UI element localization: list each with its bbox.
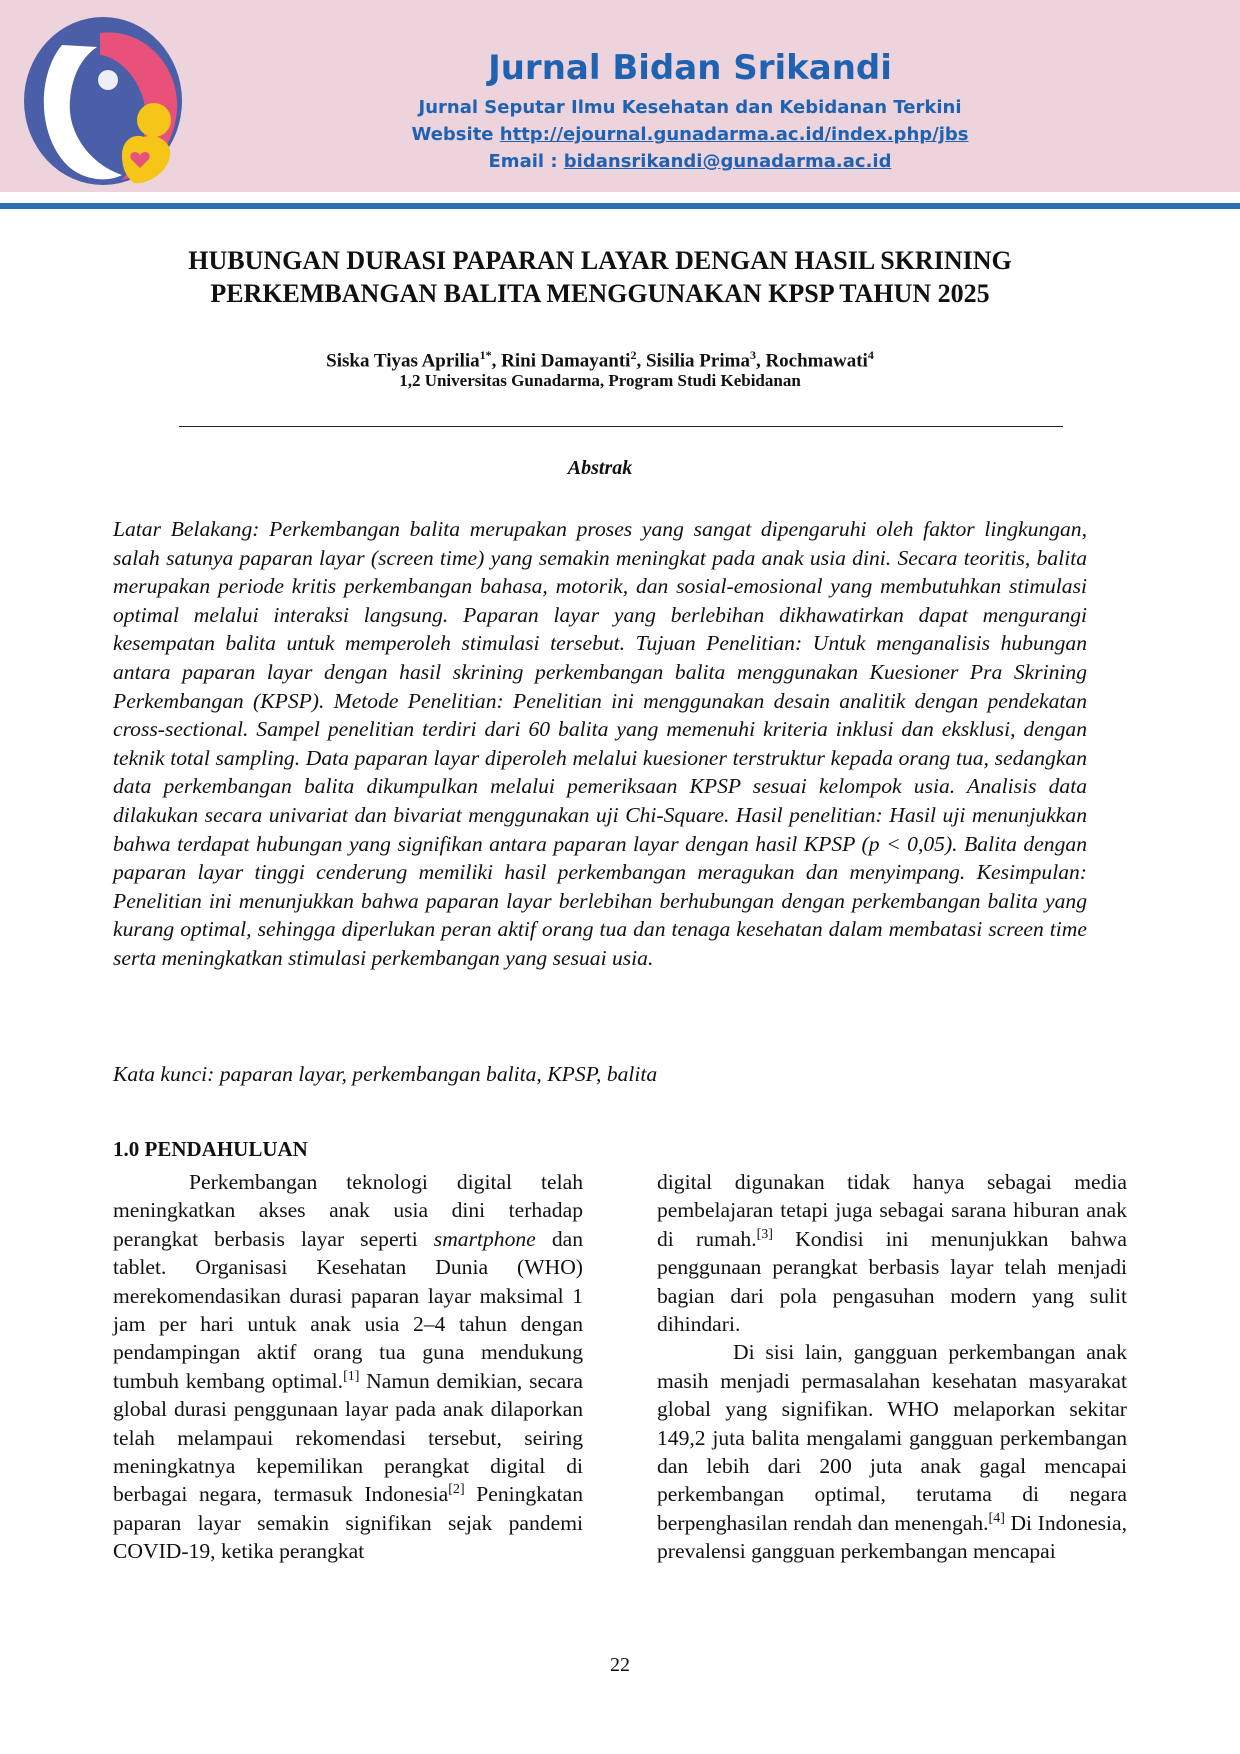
website-link[interactable]: http://ejournal.gunadarma.ac.id/index.php/jbs [499,124,969,145]
author-name: Rini Damayanti [501,350,631,372]
citation-mark: [2] [448,1482,465,1498]
page-number: 22 [610,1654,630,1676]
abstract-divider [179,426,1063,427]
keywords: Kata kunci: paparan layar, perkembangan balita, KPSP, balita [113,1062,658,1086]
paper-title-line: PERKEMBANGAN BALITA MENGGUNAKAN KPSP TAHUN 2025 [210,279,990,308]
author-separator: , [755,350,766,372]
paragraph-text: digital digunakan tidak hanya sebagai media pembelajaran tetapi juga sebagai sarana hiburan anak di rumah. [657,1170,1127,1251]
body-column-right [657,1168,1127,1566]
emphasis-text: smartphone [433,1226,536,1251]
abstract-text: Latar Belakang: Perkembangan balita merupakan proses yang sangat dipengaruhi oleh faktor lingkungan, salah satunya paparan layar (screen time) yang semakin meningkat pada anak usia dini. Secara teoritis, balita merupakan periode kritis perkembangan bahasa, motorik, dan sosial-emosional yang membutuhkan stimulasi optimal melalui interaksi langsung. Paparan layar yang berlebihan dikhawatirkan dapat mengurangi kesempatan balita untuk memperoleh stimulasi tersebut. Tujuan Penelitian: Untuk menganalisis hubungan antara paparan layar dengan hasil skrining perkembangan balita menggunakan Kuesioner Pra Skrining Perkembangan (KPSP). Metode Penelitian: Penelitian ini menggunakan desain analitik dengan pendekatan cross-sectional. Sampel penelitian terdiri dari 60 balita yang memenuhi kriteria inklusi dan eksklusi, dengan teknik total sampling. Data paparan layar diperoleh melalui kuesioner terstruktur kepada orang tua, sedangkan data perkembangan balita dikumpulkan melalui pemeriksaan KPSP sesuai kelompok usia. Analisis data dilakukan secara univariat dan bivariat menggunakan uji Chi-Square. Hasil penelitian: Hasil uji menunjukkan bahwa terdapat hubungan yang signifikan antara paparan layar dengan hasil KPSP (p < 0,05). Balita dengan paparan layar tinggi cenderung memiliki hasil perkembangan meragukan dan menyimpang. Kesimpulan: Penelitian ini menunjukkan bahwa paparan layar berlebihan berhubungan dengan perkembangan balita yang kurang optimal, sehingga diperlukan peran aktif orang tua dan tenaga kesehatan dalam membatasi screen time serta meningkatkan stimulasi perkembangan yang sesuai usia. [113,517,1087,970]
paper-title [100,244,1100,310]
author-separator: , [636,350,646,372]
journal-subtitle: Jurnal Seputar Ilmu Kesehatan dan Kebidanan Terkini [418,97,962,118]
citation-mark: [3] [756,1226,773,1242]
paper-title-line: HUBUNGAN DURASI PAPARAN LAYAR DENGAN HASIL SKRINING [188,246,1012,275]
journal-logo-icon [22,15,184,187]
author-affiliation-mark: 1* [479,348,492,362]
author-name: Sisilia Prima [645,350,750,372]
journal-masthead [240,42,1140,175]
paragraph [113,1168,583,1566]
header-divider [0,203,1240,209]
paragraph-text: Perkembangan teknologi digital telah meningkatkan akses anak usia dini terhadap perangkat berbasis layar seperti [113,1170,583,1251]
paragraph-text: Namun demikian, secara global durasi penggunaan layar pada anak dilaporkan telah melampaui rekomendasi tersebut, seiring meningkatnya kepemilikan perangkat digital di berbagai negara, termasuk Indonesia [113,1368,583,1507]
paragraph-text: Di Indonesia, prevalensi gangguan perkembangan mencapai [657,1510,1127,1564]
email-link[interactable]: bidansrikandi@gunadarma.ac.id [563,151,892,172]
paragraph [657,1338,1127,1565]
section-heading-introduction: 1.0 PENDAHULUAN [113,1137,308,1161]
citation-mark: [4] [988,1510,1005,1526]
author-separator: , [491,350,502,372]
author-name: Rochmawati [765,350,868,372]
author-affiliation-mark: 2 [630,348,637,362]
affiliation: 1,2 Universitas Gunadarma, Program Studi Kebidanan [399,371,801,390]
body-column-left [113,1168,583,1566]
paragraph-text: Peningkatan paparan layar semakin signifikan sejak pandemi COVID-19, ketika perangkat [113,1482,583,1564]
website-label: Website [411,124,500,145]
paragraph-text: Kondisi ini menunjukkan bahwa penggunaan perangkat berbasis layar telah menjadi bagian dari pola pengasuhan modern yang sulit dihindari. [657,1226,1127,1337]
email-label: Email : [488,151,564,172]
abstract-heading: Abstrak [567,457,633,479]
journal-title: Jurnal Bidan Srikandi [488,48,892,88]
journal-website [240,121,1140,148]
paragraph [657,1168,1127,1338]
citation-mark: [1] [343,1368,360,1384]
author-affiliation-mark: 3 [749,348,756,362]
journal-email [240,148,1140,175]
author-name: Siska Tiyas Aprilia [326,350,480,372]
author-affiliation-mark: 4 [867,348,874,362]
paragraph-text: Di sisi lain, gangguan perkembangan anak masih menjadi permasalahan kesehatan masyarakat global yang signifikan. WHO melaporkan sekitar 149,2 juta balita mengalami gangguan perkembangan dan lebih dari 200 juta anak gagal mencapai perkembangan optimal, terutama di negara berpenghasilan rendah dan menengah. [657,1340,1127,1535]
paragraph-text: dan tablet. Organisasi Kesehatan Dunia (WHO) merekomendasikan durasi paparan layar maksimal 1 jam per hari untuk anak usia 2–4 tahun dengan pendampingan aktif orang tua guna mendukung tumbuh kembang optimal. [113,1226,584,1393]
